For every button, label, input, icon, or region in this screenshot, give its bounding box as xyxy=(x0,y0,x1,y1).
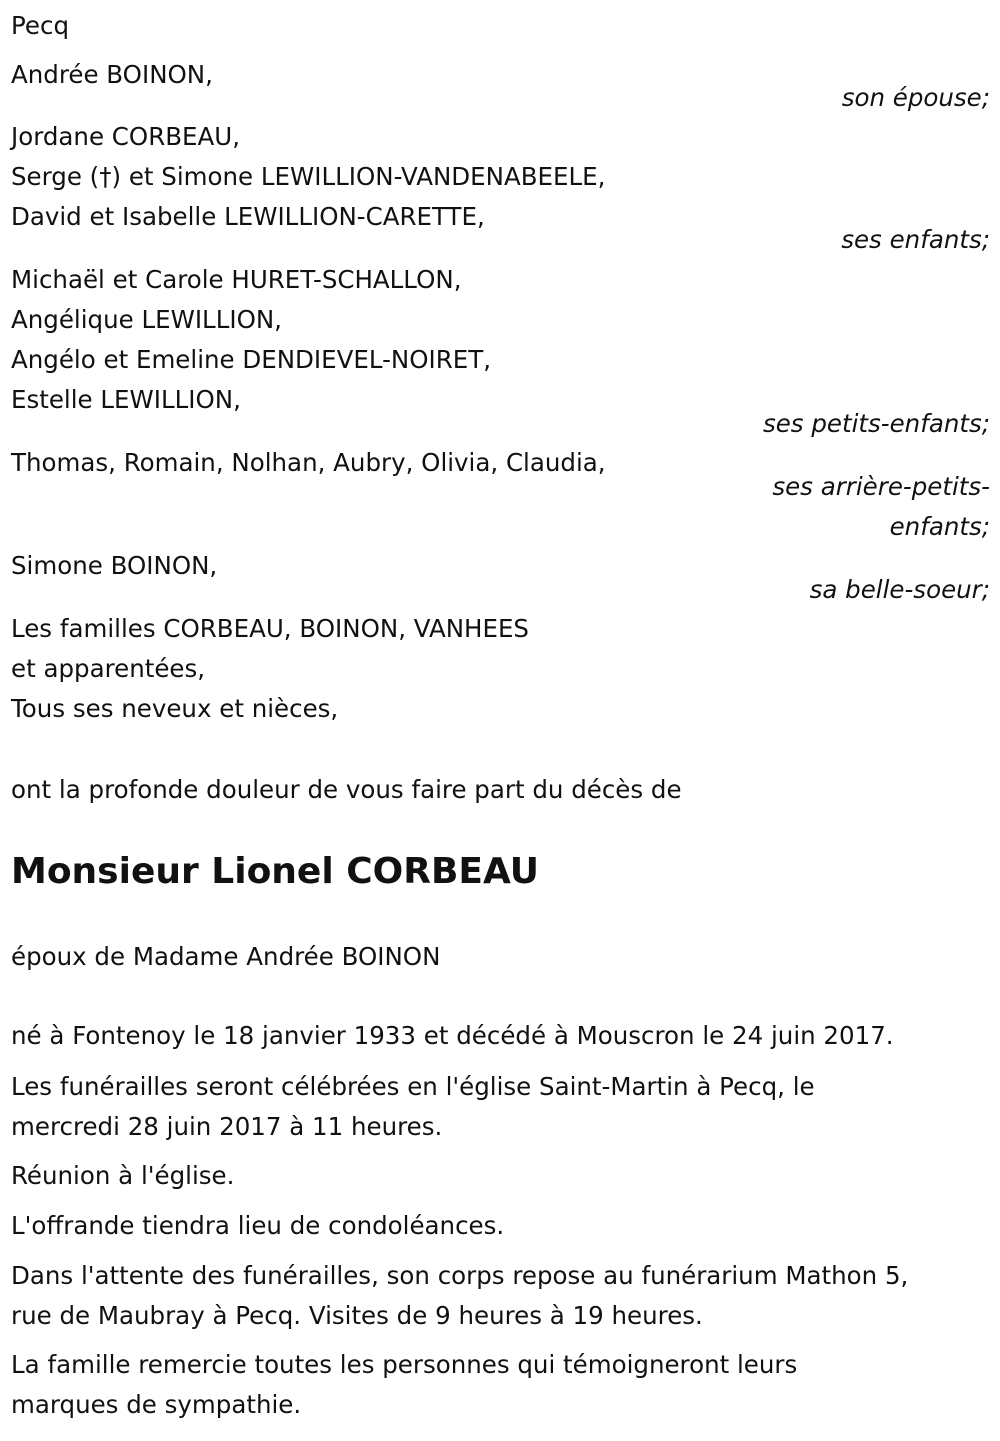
family-line: Les familles CORBEAU, BOINON, VANHEES xyxy=(11,614,529,643)
relation-label: ses arrière-petits- xyxy=(772,472,990,501)
funeral-paragraph: mercredi 28 juin 2017 à 11 heures. xyxy=(11,1112,443,1141)
family-line: David et Isabelle LEWILLION-CARETTE, xyxy=(11,202,485,231)
announcement-text: ont la profonde douleur de vous faire part du décès de xyxy=(11,775,682,804)
repose-paragraph: Dans l'attente des funérailles, son corps repose au funérarium Mathon 5, xyxy=(11,1261,909,1290)
family-line: Simone BOINON, xyxy=(11,551,218,580)
thanks-paragraph: marques de sympathie. xyxy=(11,1390,302,1419)
offering-paragraph: L'offrande tiendra lieu de condoléances. xyxy=(11,1211,505,1240)
family-line: Thomas, Romain, Nolhan, Aubry, Olivia, Claudia, xyxy=(11,448,606,477)
relation-label: ses petits-enfants; xyxy=(762,409,990,438)
family-line: Angélo et Emeline DENDIEVEL-NOIRET, xyxy=(11,345,492,374)
spouse-line: époux de Madame Andrée BOINON xyxy=(11,942,441,971)
repose-paragraph: rue de Maubray à Pecq. Visites de 9 heures à 19 heures. xyxy=(11,1301,703,1330)
funeral-paragraph: Les funérailles seront célébrées en l'église Saint-Martin à Pecq, le xyxy=(11,1072,815,1101)
meeting-paragraph: Réunion à l'église. xyxy=(11,1161,235,1190)
family-line: Angélique LEWILLION, xyxy=(11,305,282,334)
town-heading: Pecq xyxy=(11,11,69,40)
thanks-paragraph: La famille remercie toutes les personnes qui témoigneront leurs xyxy=(11,1350,798,1379)
family-line: et apparentées, xyxy=(11,654,206,683)
family-line: Tous ses neveux et nièces, xyxy=(11,694,339,723)
birth-death-paragraph: né à Fontenoy le 18 janvier 1933 et décédé à Mouscron le 24 juin 2017. xyxy=(11,1021,894,1050)
relation-label: enfants; xyxy=(889,512,990,541)
relation-label: son épouse; xyxy=(841,83,990,112)
family-line: Jordane CORBEAU, xyxy=(11,122,240,151)
relation-label: sa belle-soeur; xyxy=(809,575,990,604)
family-line: Michaël et Carole HURET-SCHALLON, xyxy=(11,265,462,294)
relation-label: ses enfants; xyxy=(841,225,990,254)
deceased-name: Monsieur Lionel CORBEAU xyxy=(11,851,539,892)
family-line: Estelle LEWILLION, xyxy=(11,385,241,414)
family-line: Serge (†) et Simone LEWILLION-VANDENABEELE, xyxy=(11,162,606,191)
family-line: Andrée BOINON, xyxy=(11,60,213,89)
